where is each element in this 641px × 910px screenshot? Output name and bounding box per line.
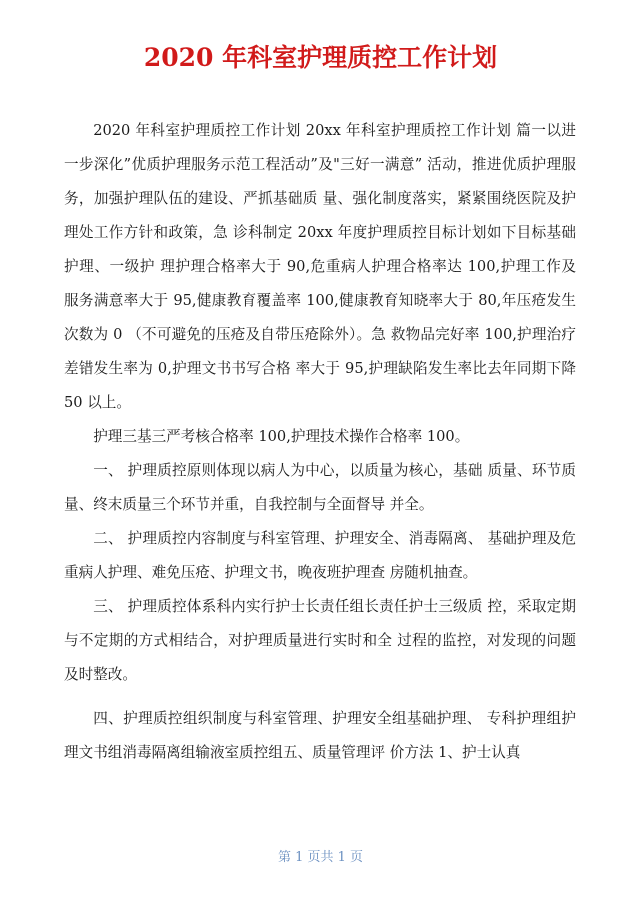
paragraph-targets: 护理三基三严考核合格率 100,护理技术操作合格率 100。 bbox=[93, 428, 470, 445]
document-title: 2020 年科室护理质控工作计划 bbox=[143, 43, 498, 72]
paragraph-intro: 2020 年科室护理质控工作计划 20xx 年科室护理质控工作计划 篇一以进一步深化”优质护理服务示范工程活动”及"三好一满意” 活动，推进优质护理服务，加强护理队伍的建设、严抓基础质 量、强化制度落实，紧紧围绕医院及护理处工作方针和政策，急 诊科制定 20xx 年度护理质控目标计划如下目标基础护理、一级护 理护理合格率大于 90,危重病人护理合格率达 100,护理工作及 服务满意率大于 95,健康教育覆盖率 100,健康教育知晓率大于 80,年压疮发生次数为 0 （不可避免的压疮及自带压疮除外）。急 救物品完好率 100,护理治疗差错发生率为 0,护理文书书写合格 率大于 95,护理缺陷发生率比去年同期下降 50 以上。 bbox=[64, 122, 576, 411]
paragraph-section-4: 四、护理质控组织制度与科室管理、护理安全组基础护理、 专科护理组护理文书组消毒隔离组输液室质控组五、质量管理评 价方法 1、护士认真 bbox=[64, 710, 576, 761]
paragraph-section-2: 二、 护理质控内容制度与科室管理、护理安全、消毒隔离、 基础护理及危重病人护理、难免压疮、护理文书，晚夜班护理查 房随机抽查。 bbox=[64, 530, 576, 581]
document-body bbox=[64, 114, 576, 770]
page-number-footer: 第 1 页共 1 页 bbox=[277, 850, 364, 865]
paragraph-section-1: 一、 护理质控原则体现以病人为中心，以质量为核心，基础 质量、环节质量、终末质量三个环节并重，自我控制与全面督导 并全。 bbox=[64, 462, 576, 513]
paragraph-section-3: 三、 护理质控体系科内实行护士长责任组长责任护士三级质 控，采取定期与不定期的方式相结合，对护理质量进行实时和全 过程的监控，对发现的问题及时整改。 bbox=[64, 598, 576, 683]
